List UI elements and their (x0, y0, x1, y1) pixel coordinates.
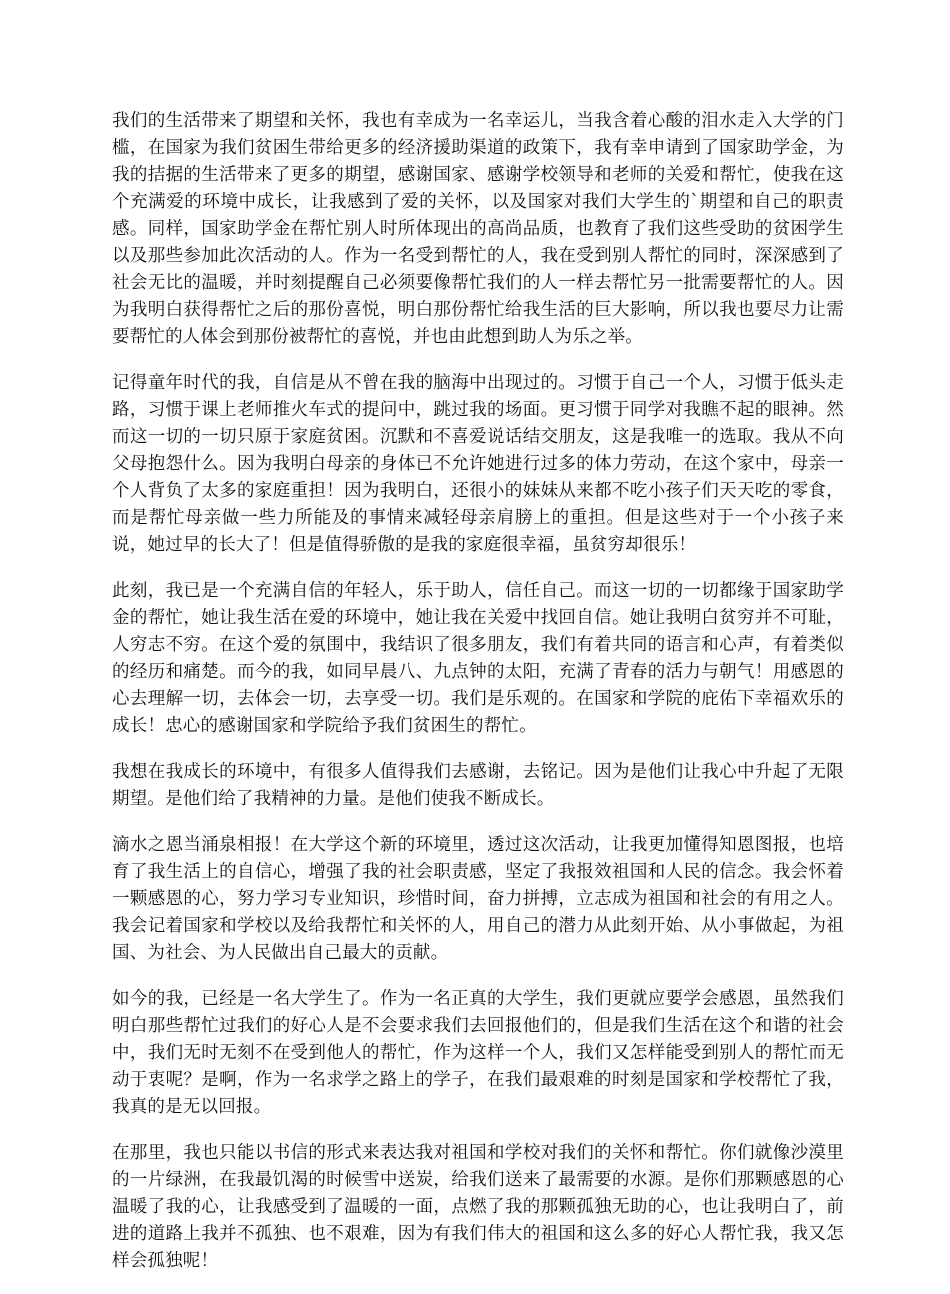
paragraph-7: 在那里，我也只能以书信的形式来表达我对祖国和学校对我们的关怀和帮忙。你们就像沙漠里的一片绿洲，在我最饥渴的时候雪中送炭，给我们送来了最需要的水源。是你们那颗感恩的心温暖了我的心，让我感受到了温暖的一面，点燃了我的那颗孤独无助的心，也让我明白了，前进的道路上我并不孤独、也不艰难，因为有我们伟大的祖国和这么多的好心人帮忙我，我又怎样会孤独呢！ (112, 1143, 844, 1271)
paragraph-6: 如今的我，已经是一名大学生了。作为一名正真的大学生，我们更就应要学会感恩，虽然我们明白那些帮忙过我们的好心人是不会要求我们去回报他们的，但是我们生活在这个和谐的社会中，我们无时无刻不在受到他人的帮忙，作为这样一个人，我们又怎样能受到别人的帮忙而无动于衷呢？是啊，作为一名求学之路上的学子，在我们最艰难的时刻是国家和学校帮忙了我，我真的是无以回报。 (112, 989, 844, 1117)
document-body (112, 108, 844, 1294)
paragraph-5: 滴水之恩当涌泉相报！在大学这个新的环境里，透过这次活动，让我更加懂得知恩图报，也培育了我生活上的自信心，增强了我的社会职责感，坚定了我报效祖国和人民的信念。我会怀着一颗感恩的心，努力学习专业知识，珍惜时间，奋力拼搏，立志成为祖国和社会的有用之人。我会记着国家和学校以及给我帮忙和关怀的人，用自己的潜力从此刻开始、从小事做起，为祖国、为社会、为人民做出自己最大的贡献。 (112, 835, 844, 963)
paragraph-3: 此刻，我已是一个充满自信的年轻人，乐于助人，信任自己。而这一切的一切都缘于国家助学金的帮忙，她让我生活在爱的环境中，她让我在关爱中找回自信。她让我明白贫穷并不可耻，人穷志不穷。在这个爱的氛围中，我结识了很多朋友，我们有着共同的语言和心声，有着类似的经历和痛楚。而今的我，如同早晨八、九点钟的太阳，充满了青春的活力与朝气！用感恩的心去理解一切，去体会一切，去享受一切。我们是乐观的。在国家和学院的庇佑下幸福欢乐的成长！忠心的感谢国家和学院给予我们贫困生的帮忙。 (112, 581, 844, 736)
paragraph-4: 我想在我成长的环境中，有很多人值得我们去感谢，去铭记。因为是他们让我心中升起了无限期望。是他们给了我精神的力量。是他们使我不断成长。 (112, 762, 844, 809)
paragraph-1: 我们的生活带来了期望和关怀，我也有幸成为一名幸运儿，当我含着心酸的泪水走入大学的门槛，在国家为我们贫困生带给更多的经济援助渠道的政策下，我有幸申请到了国家助学金，为我的拮据的生活带来了更多的期望，感谢国家、感谢学校领导和老师的关爱和帮忙，使我在这个充满爱的环境中成长，让我感到了爱的关怀，以及国家对我们大学生的`期望和自己的职责感。同样，国家助学金在帮忙别人时所体现出的高尚品质，也教育了我们这些受助的贫困学生以及那些参加此次活动的人。作为一名受到帮忙的人，我在受到别人帮忙的同时，深深感到了社会无比的温暖，并时刻提醒自己必须要像帮忙我们的人一样去帮忙另一批需要帮忙的人。因为我明白获得帮忙之后的那份喜悦，明白那份帮忙给我生活的巨大影响，所以我也要尽力让需要帮忙的人体会到那份被帮忙的喜悦，并也由此想到助人为乐之举。 (112, 111, 844, 347)
paragraph-2: 记得童年时代的我，自信是从不曾在我的脑海中出现过的。习惯于自己一个人，习惯于低头走路，习惯于课上老师推火车式的提问中，跳过我的场面。更习惯于同学对我瞧不起的眼神。然而这一切的一切只原于家庭贫困。沉默和不喜爱说话结交朋友，这是我唯一的选取。我从不向父母抱怨什么。因为我明白母亲的身体已不允许她进行过多的体力劳动，在这个家中，母亲一个人背负了太多的家庭重担！因为我明白，还很小的妹妹从来都不吃小孩子们天天吃的零食，而是帮忙母亲做一些力所能及的事情来减轻母亲肩膀上的重担。但是这些对于一个小孩子来说，她过早的长大了！但是值得骄傲的是我的家庭很幸福，虽贫穷却很乐！ (112, 373, 844, 555)
